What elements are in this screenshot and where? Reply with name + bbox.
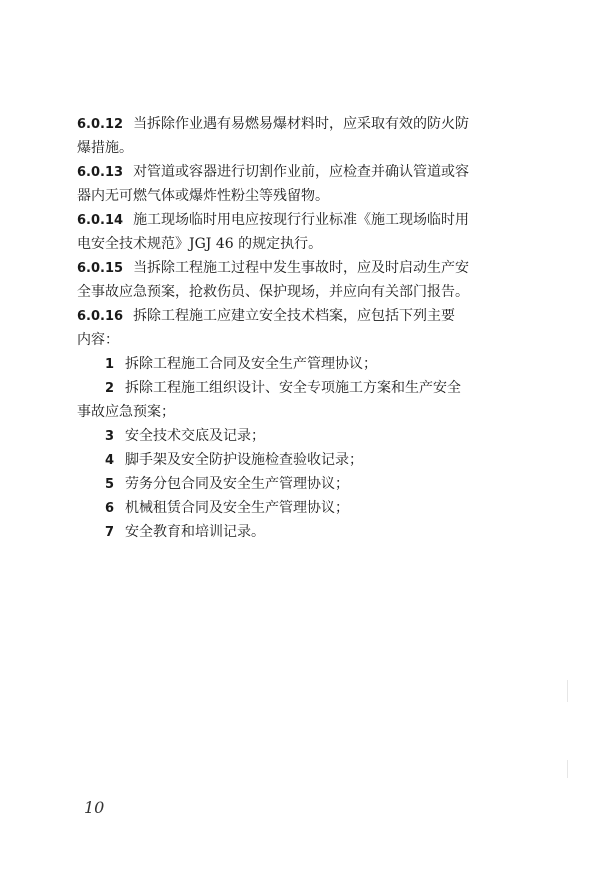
item-text-line: 拆除工程施工合同及安全生产管理协议； bbox=[125, 356, 377, 372]
clause-6-0-15 bbox=[77, 256, 527, 304]
scan-margin-mark bbox=[567, 760, 568, 778]
clause-text-line: 拆除工程施工应建立安全技术档案，应包括下列主要 bbox=[133, 308, 456, 324]
clause-text-line: 器内无可燃气体或爆炸性粉尘等残留物。 bbox=[77, 188, 329, 204]
list-item bbox=[77, 352, 527, 376]
item-text-line: 安全技术交底及记录； bbox=[125, 428, 265, 444]
list-item bbox=[77, 424, 527, 448]
clause-text-line: 爆措施。 bbox=[77, 140, 133, 156]
clause-list bbox=[77, 112, 527, 544]
clause-6-0-14 bbox=[77, 208, 527, 256]
item-text-line: 劳务分包合同及安全生产管理协议； bbox=[125, 476, 349, 492]
clause-number: 6.0.14 bbox=[77, 213, 124, 228]
clause-text-line: 内容： bbox=[77, 332, 119, 348]
clause-text-line: 施工现场临时用电应按现行行业标准《施工现场临时用 bbox=[133, 212, 470, 228]
clause-text-line: 当拆除工程施工过程中发生事故时，应及时启动生产安 bbox=[133, 260, 470, 276]
clause-number: 6.0.15 bbox=[77, 261, 124, 276]
clause-number: 6.0.13 bbox=[77, 165, 124, 180]
item-number: 1 bbox=[105, 357, 115, 372]
clause-number: 6.0.12 bbox=[77, 117, 124, 132]
item-number: 2 bbox=[105, 381, 115, 396]
item-text-line: 事故应急预案； bbox=[77, 404, 175, 420]
item-text-line: 脚手架及安全防护设施检查验收记录； bbox=[125, 452, 363, 468]
clause-text-line: 全事故应急预案，抢救伤员、保护现场，并应向有关部门报告。 bbox=[77, 284, 469, 300]
item-text-line: 拆除工程施工组织设计、安全专项施工方案和生产安全 bbox=[125, 380, 461, 396]
item-number: 4 bbox=[105, 453, 115, 468]
item-number: 5 bbox=[105, 477, 115, 492]
item-number: 3 bbox=[105, 429, 115, 444]
clause-6-0-12 bbox=[77, 112, 527, 160]
list-item bbox=[77, 448, 527, 472]
list-item bbox=[77, 496, 527, 520]
clause-text-line: 电安全技术规范》JGJ 46 的规定执行。 bbox=[77, 236, 323, 252]
item-number: 7 bbox=[105, 525, 115, 540]
page-number: 10 bbox=[84, 798, 105, 817]
clause-text-line: 对管道或容器进行切割作业前，应检查并确认管道或容 bbox=[133, 164, 470, 180]
clause-text-line: 当拆除作业遇有易燃易爆材料时，应采取有效的防火防 bbox=[133, 116, 470, 132]
item-text-line: 安全教育和培训记录。 bbox=[125, 524, 265, 540]
clause-6-0-13 bbox=[77, 160, 527, 208]
item-number: 6 bbox=[105, 501, 115, 516]
list-item bbox=[77, 520, 527, 544]
clause-6-0-16 bbox=[77, 304, 527, 352]
list-item bbox=[77, 376, 527, 424]
list-item bbox=[77, 472, 527, 496]
item-text-line: 机械租赁合同及安全生产管理协议； bbox=[125, 500, 349, 516]
scan-margin-mark bbox=[567, 680, 568, 702]
clause-number: 6.0.16 bbox=[77, 309, 124, 324]
